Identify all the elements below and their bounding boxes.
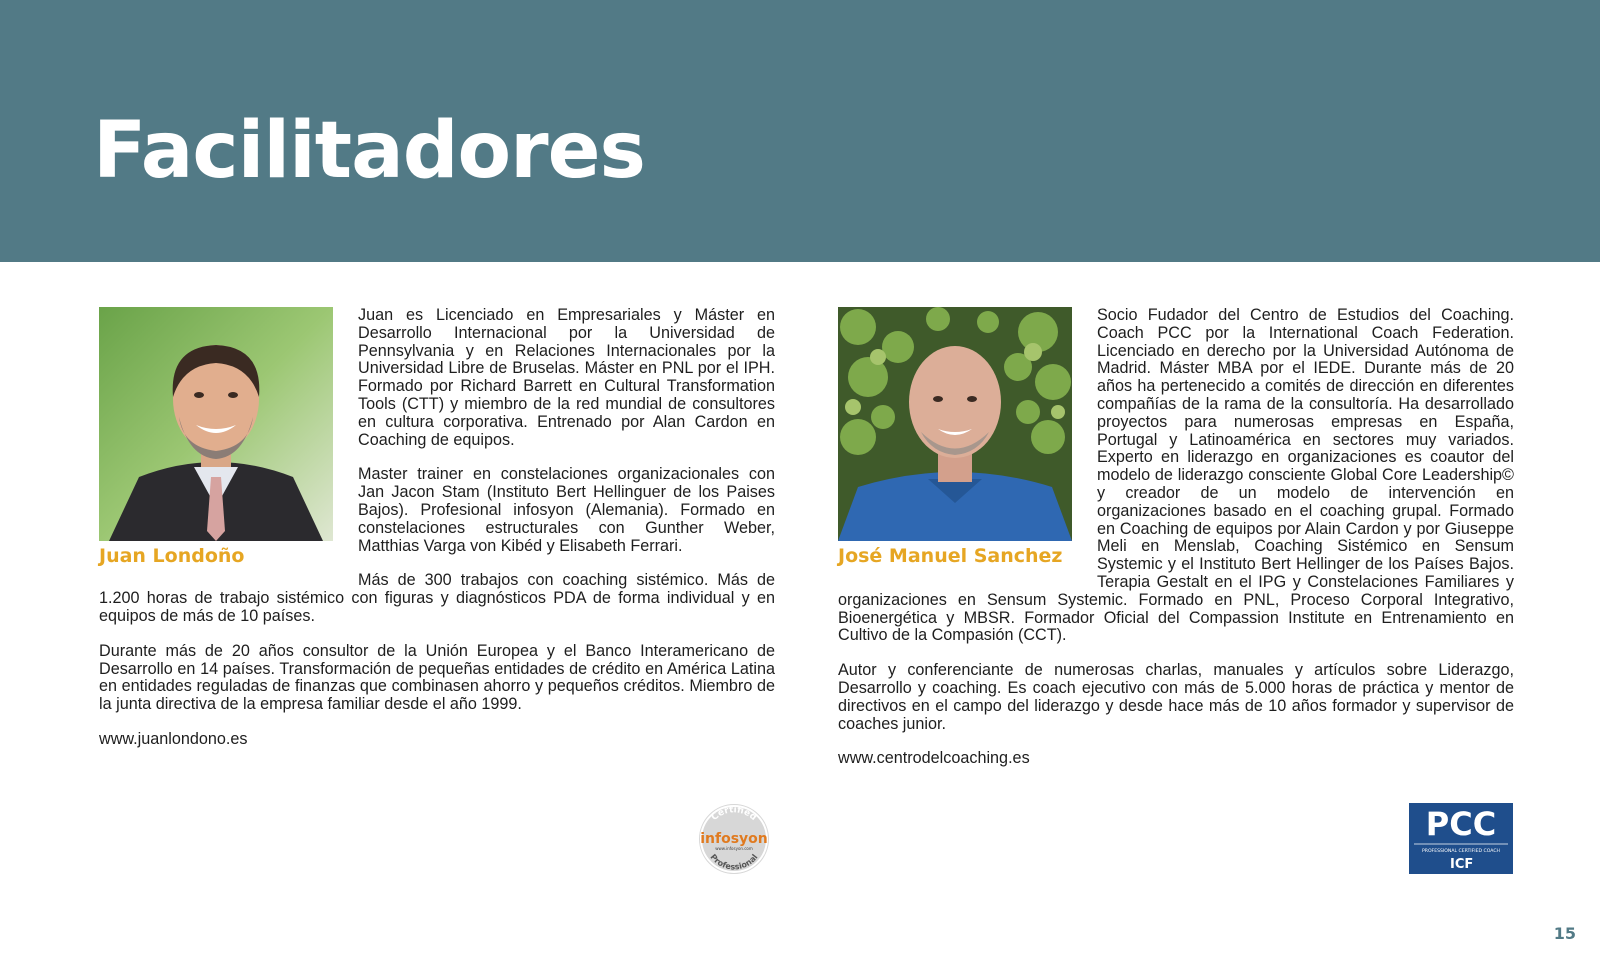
website-link[interactable]: www.centrodelcoaching.es	[838, 749, 1030, 768]
bio-paragraph: Autor y conferenciante de numerosas charlas, manuales y artículos sobre Liderazgo, Desarrollo y coaching. Es coach ejecutivo con más de 5.000 horas de práctica y mentor de directivos en el campo del liderazgo y desde hace más de 10 años formador y supervisor de coaches junior.	[838, 661, 1514, 733]
facilitator-jose	[838, 307, 1514, 785]
page-title: Facilitadores	[93, 106, 645, 196]
header-banner	[0, 0, 1600, 262]
facilitator-name: José Manuel Sanchez	[838, 545, 1063, 567]
badge-main-text: PCC	[1425, 805, 1497, 843]
portrait-photo-icon	[99, 307, 333, 541]
badge-small-text: www.infosyon.com	[715, 846, 753, 851]
page-number: 15	[1553, 924, 1576, 943]
bio-paragraph: Durante más de 20 años consultor de la Unión Europea y el Banco Interamericano de Desarrollo en 14 países. Transformación de pequeñas entidades de crédito en América Latina en entidades reguladas de finanzas que combinasen ahorro y pequeños créditos. Miembro de la junta directiva de la empresa familiar desde el año 1999.	[99, 641, 775, 714]
badge-brand-text: infosyon	[700, 831, 768, 847]
badge-bottom-text: Professional	[708, 852, 760, 872]
website-link[interactable]: www.juanlondono.es	[99, 729, 248, 748]
facilitator-name: Juan Londoño	[99, 545, 245, 567]
badge-sub-text: PROFESSIONAL CERTIFIED COACH	[1421, 849, 1501, 854]
portrait-photo-icon	[838, 307, 1072, 541]
pcc-icf-badge-icon	[1408, 802, 1514, 875]
jose-photo	[838, 307, 1072, 541]
bio-paragraph: Master trainer en constelaciones organizacionales con Jan Jacon Stam (Instituto Bert Hellinguer de los Paises Bajos). Profesional infosyon (Alemania). Formado en constelaciones estructurales con Gunther Weber, Matthias Varga von Kibéd y Elisabeth Ferrari.	[358, 465, 775, 555]
facilitator-juan	[99, 307, 775, 766]
badge-org-text: ICF	[1450, 857, 1474, 872]
bio-paragraph: Juan es Licenciado en Empresariales y Máster en Desarrollo Internacional por la Universidad de Pennsylvania y en Relaciones Internacionales por la Universidad Libre de Bruselas. Máster en PNL por el IPH. Formado por Richard Barrett en Cultural Transformation Tools (CTT) y miembro de la red mundial de consultores en cultura corporativa. Entrenado por Alan Cardon en Coaching de equipos.	[358, 306, 775, 449]
bio-paragraph: Socio Fudador del Centro de Estudios del Coaching. Coach PCC por la International Coach Federation. Licenciado en derecho por la Universidad Autónoma de Madrid. Máster MBA por el IEDE. Durante más de 20 años ha pertenecido a comités de dirección en diferentes compañías de la rama de la consultoría. Ha desarrollado proyectos para numerosas empresas en España, Portugal y Latinoamérica en sectores muy variados. Experto en liderazgo en organizaciones es coautor del modelo de liderazgo consciente Global Core Leadership© y creador de un modelo de intervención en organizaciones basado en el coaching grupal. Formado en Coaching de equipos por Alain Cardon y por Giuseppe Meli en Menslab, Coaching Sistémico en Sensum Systemic y el Instituto Bert Hellinger de los Países Bajos. Terapia Gestalt en el IPG y Constelaciones Familiares y organizaciones en Sensum Systemic. Formado en PNL, Proceso Corporal Integrativo, Bioenergética y MBSR. Formador Oficial del Compassion Institute en Entrenamiento en Cultivo de la Compasión (CCT).	[838, 306, 1514, 645]
bio-paragraph: Más de 300 trabajos con coaching sistémico. Más de 1.200 horas de trabajo sistémico con figuras y diagnósticos PDA de forma individual y en equipos de más de 10 países.	[99, 571, 775, 625]
badge-top-text: Certified	[709, 805, 759, 823]
infosyon-badge-icon	[694, 802, 774, 876]
juan-photo	[99, 307, 333, 541]
